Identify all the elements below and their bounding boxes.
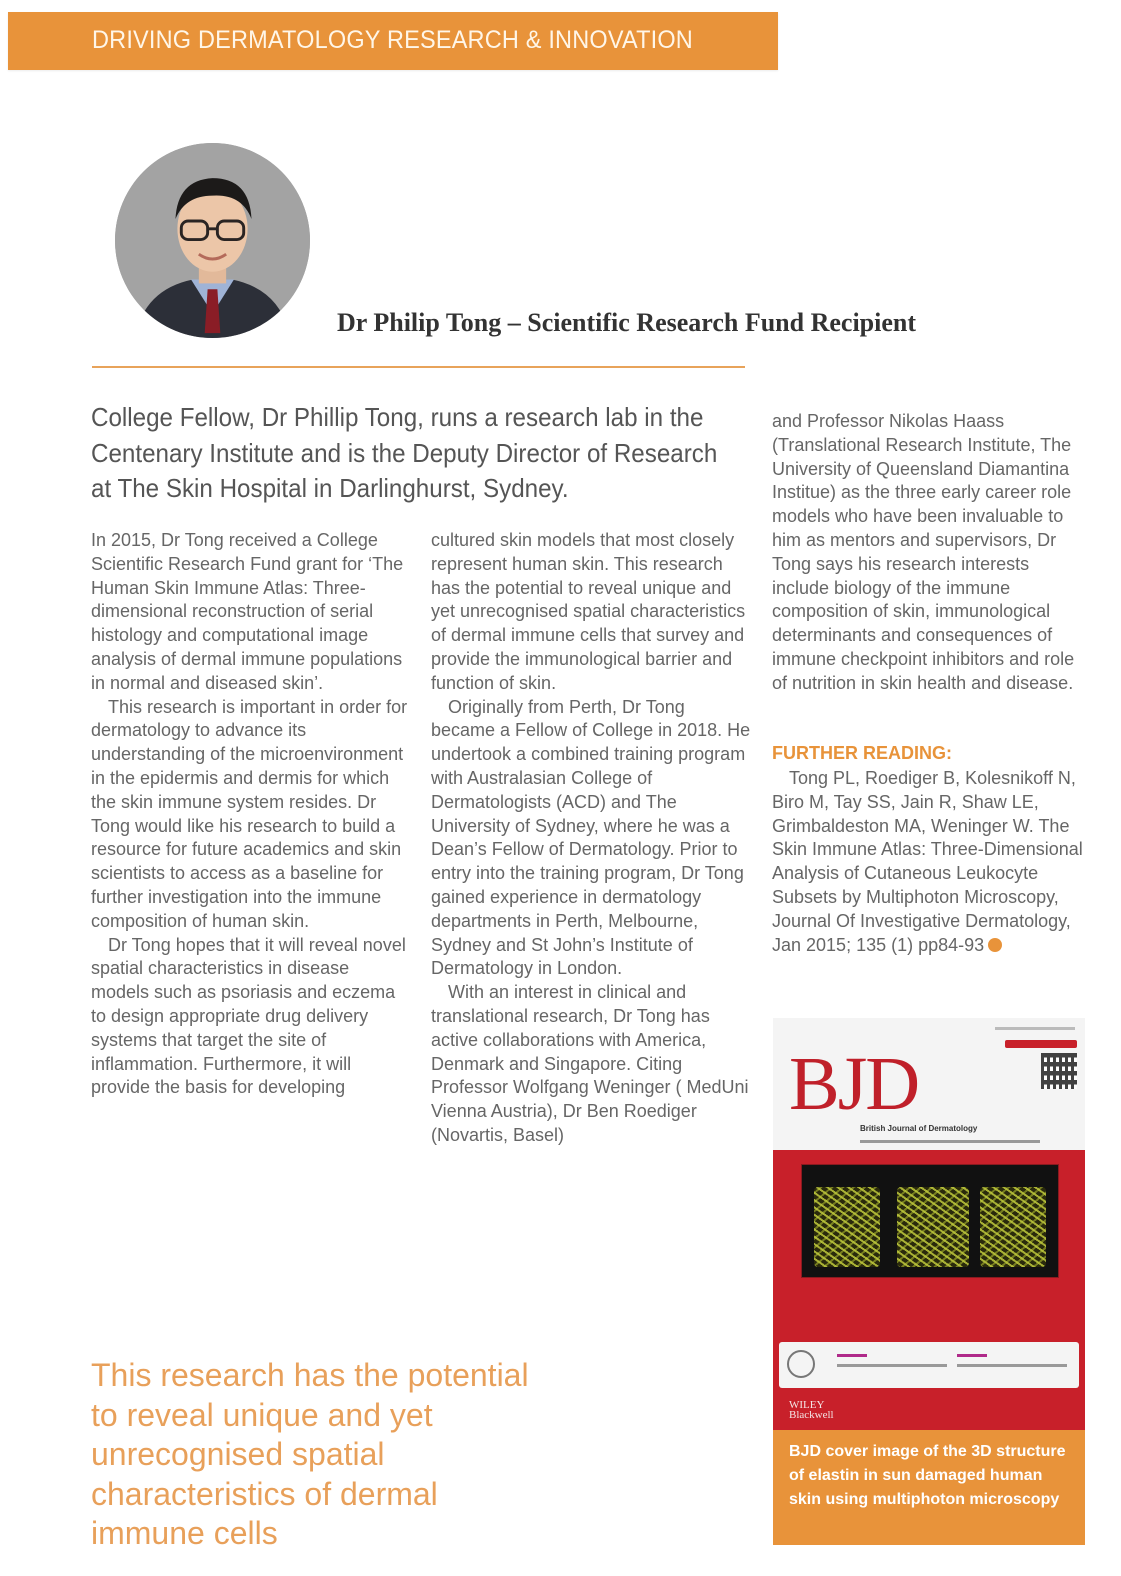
article-paragraph: cultured skin models that most closely represent human skin. This research has the potential to reveal unique and yet unrecognised spatial characteristics of dermal immune cells that survey and provide the immunological barrier and function of skin. xyxy=(431,530,746,693)
further-reading-heading: FURTHER READING: xyxy=(772,743,952,763)
citation-text: Tong PL, Roediger B, Kolesnikoff N, Biro M, Tay SS, Jain R, Shaw LE, Grimbaldeston MA, Weninger W. The Skin Immune Atlas: Three-Dimensional Analysis of Cutaneous Leukocyte Subsets by Multiphoton Microscopy, Journal Of Investigative Dermatology, Jan 2015; 135 (1) pp84-93 xyxy=(772,768,1083,955)
section-header-title: DRIVING DERMATOLOGY RESEARCH & INNOVATION xyxy=(92,26,693,54)
cover-body xyxy=(773,1150,1085,1430)
society-seal-icon xyxy=(787,1350,815,1378)
elastin-cube xyxy=(980,1187,1046,1267)
further-reading-citation xyxy=(772,767,1087,957)
article-paragraph: This research is important in order for dermatology to advance its understanding of the microenvironment in the epidermis and dermis for which the skin immune system resides. Dr Tong would like his research to build a resource for future academics and skin scientists to access as a baseline for further investigation into the immune composition of human skin. xyxy=(91,696,408,931)
cover-masthead xyxy=(773,1018,1085,1150)
qr-code-icon xyxy=(1041,1053,1077,1089)
article-paragraph: With an interest in clinical and translational research, Dr Tong has active collaborations with America, Denmark and Singapore. Citing Professor Wolfgang Weninger ( MedUni Vienna Austria), Dr Ben Roediger (Novartis, Basel) xyxy=(431,982,749,1145)
review-tag xyxy=(837,1354,867,1357)
portrait-image xyxy=(115,143,310,338)
pull-quote: This research has the potential to reveal unique and yet unrecognised spatial characteristics of dermal immune cells xyxy=(91,1357,529,1551)
profile-title: Dr Philip Tong – Scientific Research Fund Recipient xyxy=(337,308,917,337)
profile-photo xyxy=(115,143,310,338)
lead-paragraph: College Fellow, Dr Phillip Tong, runs a research lab in the Centenary Institute and is the Deputy Director of Research at The Skin Hospital in Darlinghurst, Sydney. xyxy=(91,402,718,503)
publisher-logo: WILEY Blackwell xyxy=(789,1399,834,1421)
article-paragraph: and Professor Nikolas Haass (Translational Research Institute, The University of Queensland Diamantina Institue) as the three early career role models who have been invaluable to him as mentors and supervisors, Dr Tong says his research interests include biology of the immune composition of skin, immunological determinants and consequences of immune checkpoint inhibitors and role of nutrition in skin health and disease. xyxy=(772,411,1075,693)
section-header-bar xyxy=(8,12,778,70)
end-mark-dot-icon xyxy=(988,938,1002,952)
cover-issue-info xyxy=(995,1027,1075,1030)
cover-caption: BJD cover image of the 3D structure of elastin in sun damaged human skin using multiphoton microscopy xyxy=(773,1430,1085,1545)
review-tag xyxy=(957,1354,987,1357)
article-paragraph: In 2015, Dr Tong received a College Scientific Research Fund grant for ‘The Human Skin Immune Atlas: Three-dimensional reconstruction of serial histology and computational image analysis of dermal immune populations in normal and diseased skin’. xyxy=(91,530,404,693)
cover-journal-name: British Journal of Dermatology xyxy=(860,1124,978,1133)
cover-subtitle-line xyxy=(860,1140,1040,1143)
article-column-2 xyxy=(431,529,751,1148)
elastin-cube xyxy=(897,1187,969,1267)
article-column-3 xyxy=(772,410,1087,696)
cover-article-strip xyxy=(779,1342,1079,1388)
article-paragraph: Dr Tong hopes that it will reveal novel spatial characteristics in disease models such as psoriasis and eczema to design appropriate drug delivery systems that target the site of inflammation. Furthermore, it will provide the basis for developing xyxy=(91,934,406,1098)
cover-logo: BJD xyxy=(789,1042,919,1126)
elastin-cube xyxy=(814,1187,880,1267)
journal-cover-image xyxy=(773,1018,1085,1430)
cover-url-badge xyxy=(1005,1040,1077,1048)
review-line xyxy=(837,1364,947,1367)
article-paragraph: Originally from Perth, Dr Tong became a Fellow of College in 2018. He undertook a combined training program with Australasian College of Dermatologists (ACD) and The University of Sydney, where he was a Dean’s Fellow of Dermatology. Prior to entry into the training program, Dr Tong gained experience in dermatology departments in Perth, Melbourne, Sydney and St John’s Institute of Dermatology in London. xyxy=(431,696,751,979)
divider-rule xyxy=(92,366,745,368)
review-line xyxy=(957,1364,1067,1367)
article-column-1 xyxy=(91,529,411,1100)
microscopy-image xyxy=(801,1164,1059,1278)
